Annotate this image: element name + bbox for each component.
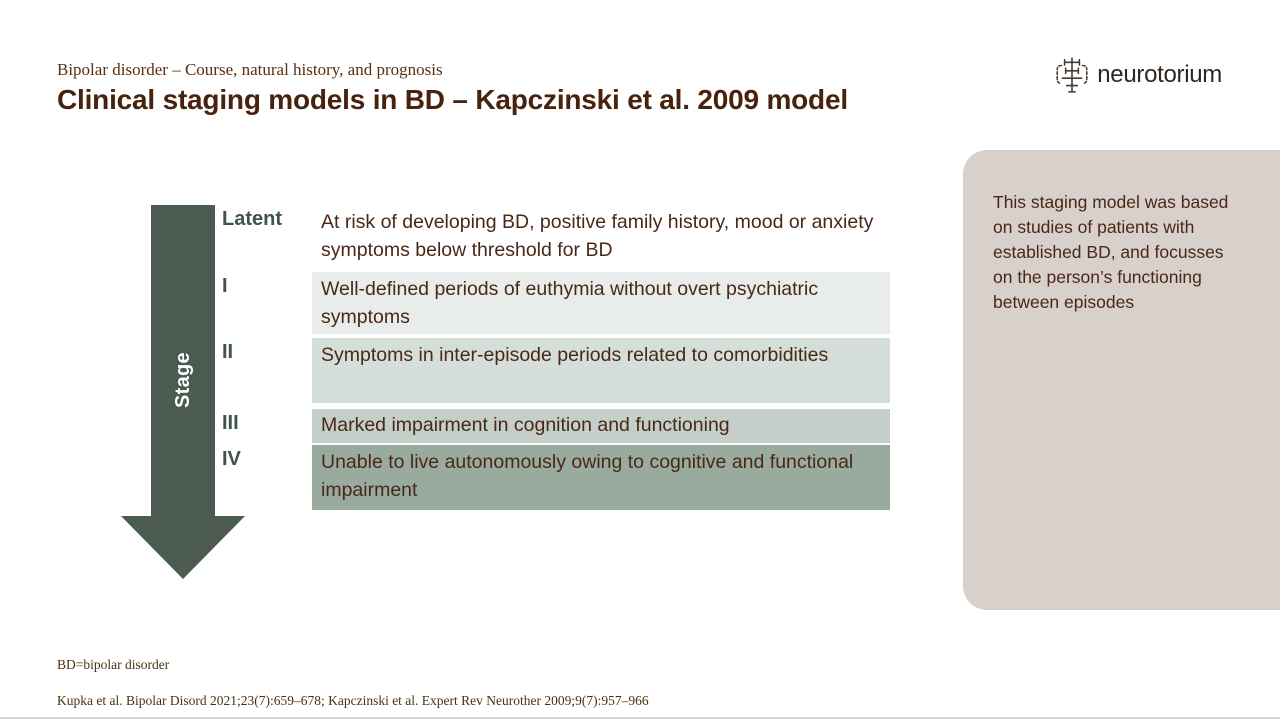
logo-wordmark: neurotorium (1097, 61, 1222, 88)
stage-label: I (222, 275, 228, 297)
stage-label: IV (222, 448, 241, 470)
stage-description: Unable to live autonomously owing to cognitive and functional impairment (312, 445, 890, 510)
neurotorium-logo (1054, 56, 1222, 94)
abbreviation-footnote: BD=bipolar disorder (57, 657, 170, 672)
staging-row-1 (222, 272, 890, 334)
stage-label: II (222, 341, 234, 363)
callout-text: This staging model was based on studies of patients with established BD, and focusses on the person’s functioning between episodes (993, 192, 1229, 312)
stage-description: Marked impairment in cognition and functioning (312, 409, 890, 443)
stage-label: Latent (222, 208, 282, 230)
brain-tree-icon (1054, 56, 1090, 94)
stage-description: At risk of developing BD, positive family history, mood or anxiety symptoms below threshold for BD (321, 211, 874, 261)
staging-row-3 (222, 409, 890, 443)
callout-panel (963, 150, 1280, 610)
stage-description: Well-defined periods of euthymia without overt psychiatric symptoms (312, 272, 890, 334)
references-footnote: Kupka et al. Bipolar Disord 2021;23(7):659–678; Kapczinski et al. Expert Rev Neurother 2009;9(7):957–966 (57, 693, 649, 708)
staging-table (222, 205, 890, 514)
page-title: Clinical staging models in BD – Kapczinski et al. 2009 model (57, 84, 848, 115)
staging-row-2 (222, 338, 890, 403)
stage-axis-label: Stage (171, 352, 194, 408)
breadcrumb-topic: Bipolar disorder – Course, natural history, and prognosis (57, 60, 443, 79)
bottom-divider (0, 717, 1280, 719)
stage-label: III (222, 412, 239, 434)
staging-row-latent (222, 205, 890, 268)
stage-description: Symptoms in inter-episode periods related to comorbidities (312, 338, 890, 403)
staging-row-4 (222, 445, 890, 510)
